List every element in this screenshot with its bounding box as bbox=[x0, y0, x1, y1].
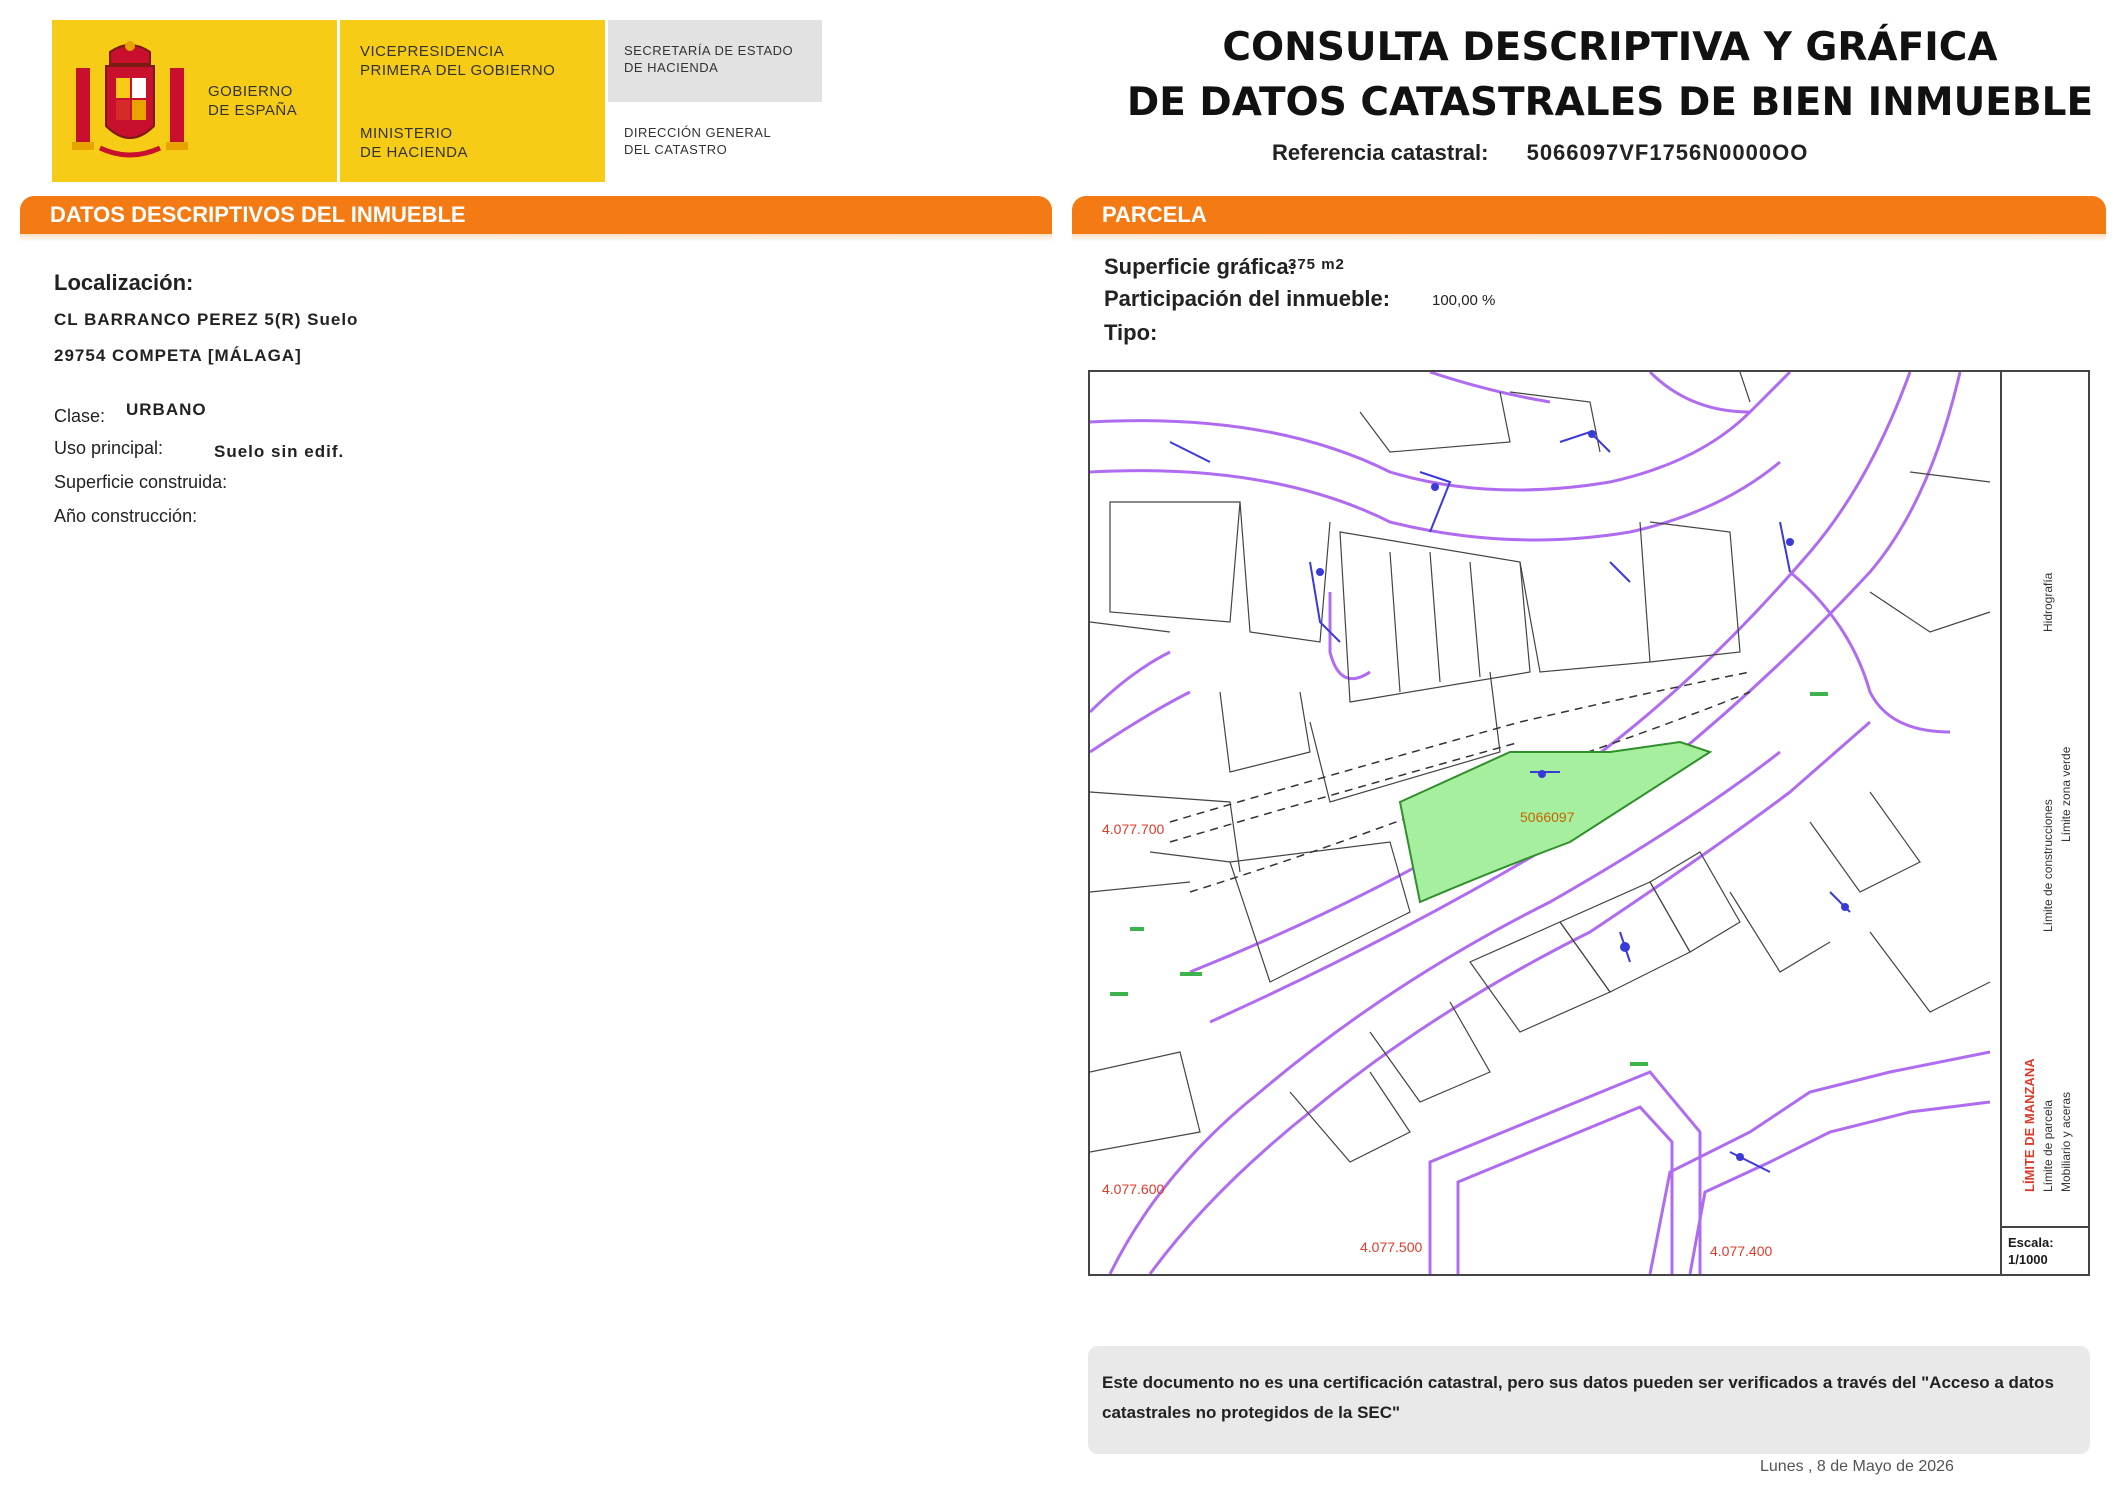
legend-item-1: Límite de parcela bbox=[2041, 1099, 2055, 1192]
logo-gobierno-text: GOBIERNO DE ESPAÑA bbox=[208, 83, 298, 119]
logo-direccion-text: DIRECCIÓN GENERAL DEL CATASTRO bbox=[624, 125, 772, 157]
legend-drawing bbox=[2002, 372, 2088, 1224]
logo-divider bbox=[337, 20, 340, 182]
ref-value: 5066097VF1756N0000OO bbox=[1526, 140, 1809, 165]
coord-label-1: 4.077.700 bbox=[1102, 821, 1165, 837]
government-logo bbox=[52, 20, 822, 182]
tipo-label: Tipo: bbox=[1104, 320, 1158, 345]
coord-label-3: 4.077.500 bbox=[1360, 1239, 1423, 1255]
cadastral-map[interactable] bbox=[1088, 370, 2090, 1276]
legend-title: LÍMITE DE MANZANA bbox=[2022, 1058, 2037, 1192]
document-date: Lunes , 8 de Mayo de 2026 bbox=[1760, 1458, 1954, 1475]
logo-secretaria-text: SECRETARÍA DE ESTADO DE HACIENDA bbox=[624, 43, 794, 75]
address-line-2: 29754 COMPETA [MÁLAGA] bbox=[54, 346, 302, 365]
coat-of-arms-icon bbox=[70, 38, 190, 164]
legend-item-5: Hidrografía bbox=[2041, 572, 2055, 632]
localizacion-label: Localización: bbox=[54, 270, 194, 295]
title-line-2: DE DATOS CATASTRALES DE BIEN INMUEBLE bbox=[1126, 80, 2094, 125]
map-drawing bbox=[1090, 372, 2000, 1274]
clase-value: URBANO bbox=[126, 400, 207, 419]
superficie-grafica-value: 375 m2 bbox=[1288, 256, 1345, 273]
cadastral-reference bbox=[1272, 140, 1808, 166]
parcela-section-header: PARCELA bbox=[1072, 196, 2106, 234]
logo-vicepresidencia-text: VICEPRESIDENCIA PRIMERA DEL GOBIERNO bbox=[360, 43, 556, 79]
document-title bbox=[1110, 20, 2110, 130]
coord-label-2: 4.077.600 bbox=[1102, 1181, 1165, 1197]
legend-item-2: Límite de construcciones bbox=[2041, 799, 2055, 932]
anio-construccion-label: Año construcción: bbox=[54, 506, 198, 526]
map-legend bbox=[2000, 372, 2088, 1274]
map-scale bbox=[2002, 1226, 2088, 1274]
coord-label-4: 4.077.400 bbox=[1710, 1243, 1773, 1259]
scale-label: Escala: bbox=[2008, 1235, 2054, 1250]
superficie-grafica-label: Superficie gráfica: bbox=[1104, 254, 1296, 279]
logo-grey-panel bbox=[608, 20, 822, 102]
ref-label: Referencia catastral: bbox=[1272, 140, 1489, 165]
legend-item-3: Mobiliario y aceras bbox=[2059, 1091, 2073, 1192]
parcel-number-label: 5066097 bbox=[1520, 809, 1575, 825]
clase-label: Clase: bbox=[54, 406, 106, 426]
address-line-1: CL BARRANCO PEREZ 5(R) Suelo bbox=[54, 310, 359, 329]
disclaimer-notice: Este documento no es una certificación catastral, pero sus datos pueden ser verificados a través del "Acceso a datos catastrales no protegidos de la SEC" bbox=[1088, 1346, 2090, 1454]
title-line-1: CONSULTA DESCRIPTIVA Y GRÁFICA bbox=[1222, 25, 1998, 70]
participacion-value: 100,00 % bbox=[1432, 292, 1496, 309]
legend-item-4: Límite zona verde bbox=[2059, 746, 2073, 842]
superficie-construida-label: Superficie construida: bbox=[54, 472, 228, 492]
descriptive-section-header: DATOS DESCRIPTIVOS DEL INMUEBLE bbox=[20, 196, 1052, 234]
logo-yellow-panel bbox=[52, 20, 605, 182]
logo-ministerio-text: MINISTERIO DE HACIENDA bbox=[360, 125, 469, 161]
uso-label: Uso principal: bbox=[54, 438, 164, 458]
participacion-label: Participación del inmueble: bbox=[1104, 286, 1391, 311]
scale-value: 1/1000 bbox=[2008, 1252, 2048, 1267]
uso-value: Suelo sin edif. bbox=[214, 442, 345, 461]
